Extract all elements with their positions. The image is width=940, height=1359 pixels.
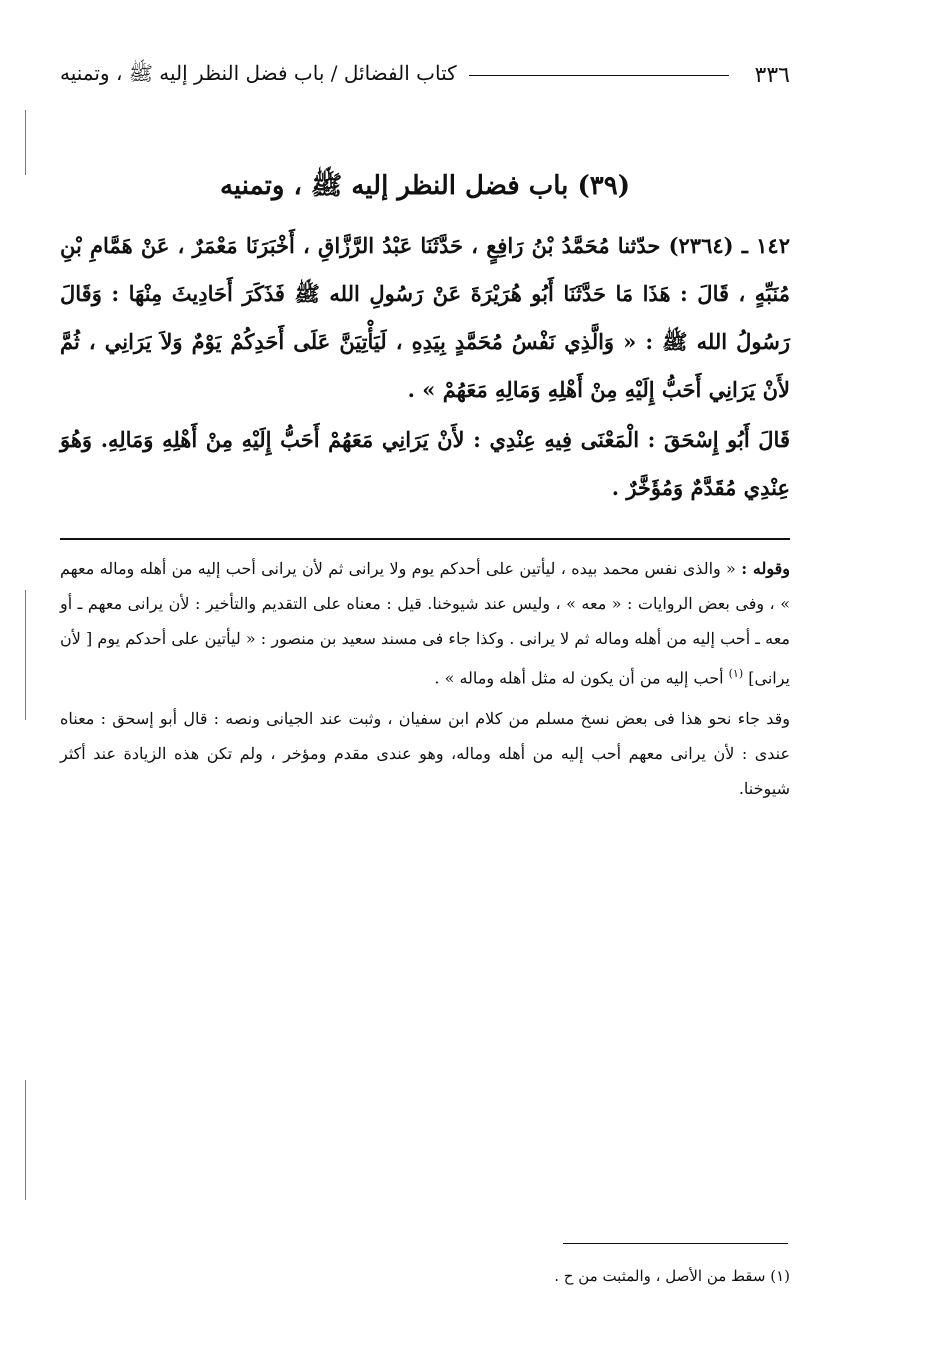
commentary-tail: أحب إليه من أن يكون له مثل أهله وماله » . [434, 668, 724, 688]
hadith-text-block [60, 222, 790, 512]
footnote-reference: (١) [728, 667, 744, 680]
margin-mark [25, 590, 26, 720]
running-title: كتاب الفضائل / باب فضل النظر إليه ﷺ ، وتمنيه [60, 60, 457, 85]
header-rule [469, 75, 729, 76]
commentary-block [60, 551, 790, 806]
commentary-body: « والذى نفس محمد بيده ، ليأتين على أحدكم يوم ولا يرانى ثم لأن يرانى أحب إليه من أهله وماله معهم » ، وفى بعض الروايات : « معه » ، وليس عند شيوخنا. قيل : معناه على التقديم والتأخير : لأن يرانى معهم ـ أو معه ـ أحب إليه من أهله وماله ثم لا يرانى . وكذا جاء فى مسند سعيد بن منصور : « ليأتين على أحدكم يوم [ لأن يرانى] [60, 559, 790, 688]
margin-mark [25, 110, 26, 175]
commentary-paragraph [60, 551, 790, 695]
footnote: (١) سقط من الأصل ، والمثبت من ح . [554, 1267, 790, 1285]
hadith-remark: قَالَ أَبُو إِسْحَقَ : الْمَعْنَى فِيهِ عِنْدِي : لأَنْ يَرَانِي مَعَهُمْ أَحَبُّ إِلَيْهِ مِنْ أَهْلِهِ وَمَالِهِ. وَهُوَ عِنْدِي مُقَدَّمٌ وَمُؤَخَّرٌ . [60, 427, 790, 500]
page-number: ٣٣٦ [754, 62, 790, 88]
section-divider [60, 538, 790, 540]
chapter-title: (٣٩) باب فضل النظر إليه ﷺ ، وتمنيه [219, 171, 631, 201]
commentary-paragraph: وقد جاء نحو هذا فى بعض نسخ مسلم من كلام ابن سفيان ، وثبت عند الجيانى ونصه : قال أبو إسحق : معناه عندى : لأن يرانى معهم أحب إليه من أهله وماله، وهو عندى مقدم ومؤخر ، ولم تكن هذه الزيادة عند أكثر شيوخنا. [60, 709, 791, 799]
footnote-rule [563, 1243, 788, 1244]
commentary-lead: وقوله : [741, 559, 790, 578]
running-header [60, 58, 790, 92]
margin-mark [25, 1080, 26, 1200]
hadith-text: ١٤٢ ـ (٢٣٦٤) حدّثنا مُحَمَّدُ بْنُ رَافِعٍ ، حَدَّثَنَا عَبْدُ الرَّزَّاقِ ، أَخْبَرَنَا مَعْمَرٌ ، عَنْ هَمَّامِ بْنِ مُنَبِّهٍ ، قَالَ : هَذَا مَا حَدَّثَنَا أَبُو هُرَيْرَةَ عَنْ رَسُولِ الله ﷺ فَذَكَرَ أَحَادِيثَ مِنْهَا : وَقَالَ رَسُولُ الله ﷺ : « وَالَّذِي نَفْسُ مُحَمَّدٍ بِيَدِهِ ، لَيَأْتِيَنَّ عَلَى أَحَدِكُمْ يَوْمٌ وَلاَ يَرَانِي ، ثُمَّ لأَنْ يَرَانِي أَحَبُّ إِلَيْهِ مِنْ أَهْلِهِ وَمَالِهِ مَعَهُمْ » . [60, 233, 790, 402]
